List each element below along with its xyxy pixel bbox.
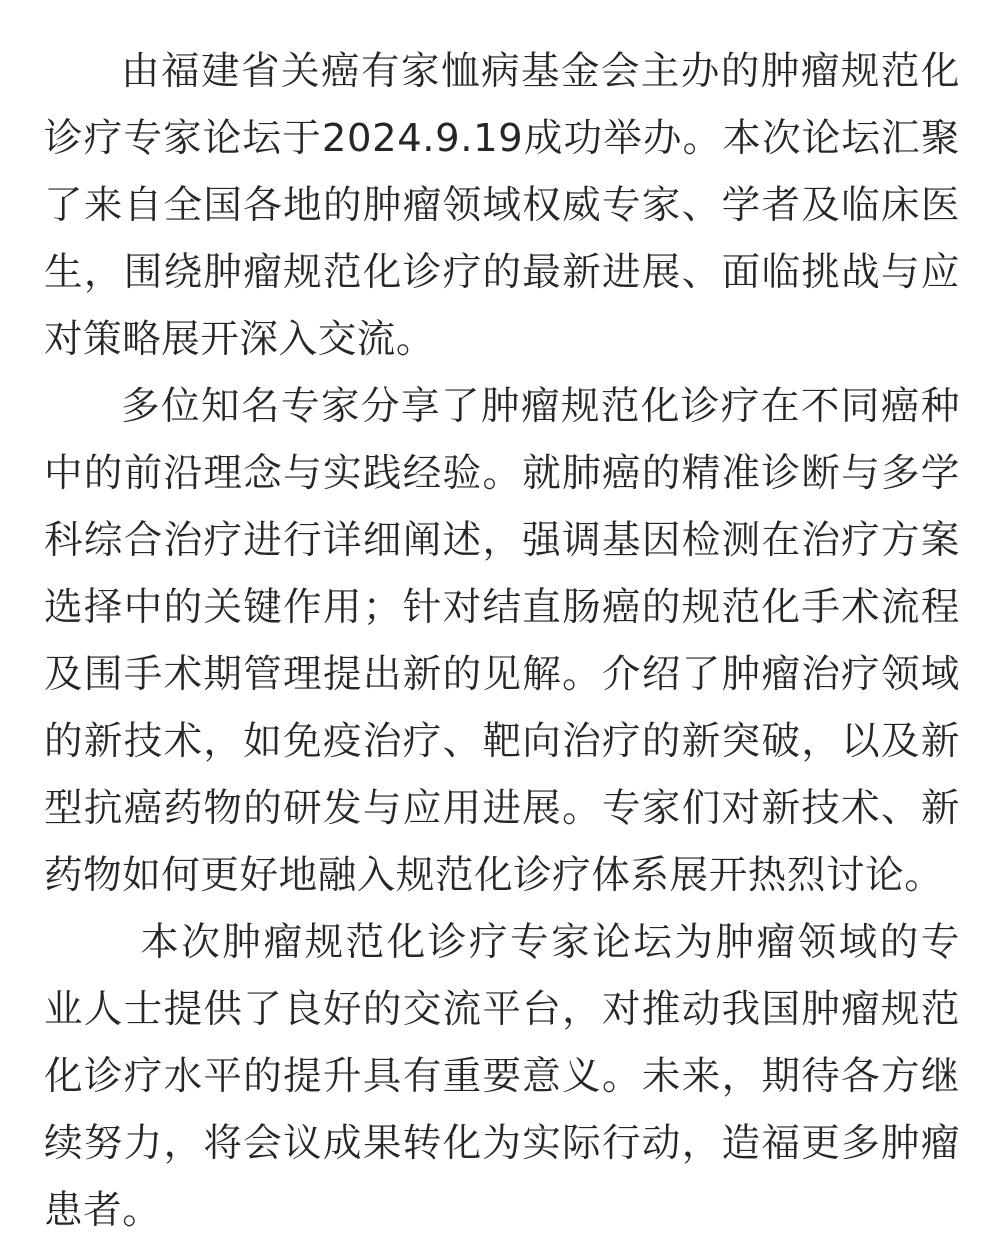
paragraph-expert-sharing: 多位知名专家分享了肿瘤规范化诊疗在不同癌种中的前沿理念与实践经验。就肺癌的精准诊断与多学科综合治疗进行详细阐述，强调基因检测在治疗方案选择中的关键作用；针对结直肠癌的规范化手术流程及围手术期管理提出新的见解。介绍了肿瘤治疗领域的新技术，如免疫治疗、靶向治疗的新突破，以及新型抗癌药物的研发与应用进展。专家们对新技术、新药物如何更好地融入规范化诊疗体系展开热烈讨论。 bbox=[44, 384, 960, 898]
paragraph-forum-intro: 由福建省关癌有家恤病基金会主办的肿瘤规范化诊疗专家论坛于2024.9.19成功举办。本次论坛汇聚了来自全国各地的肿瘤领域权威专家、学者及临床医生，围绕肿瘤规范化诊疗的最新进展、面临挑战与应对策略展开深入交流。 bbox=[44, 49, 960, 362]
article-body bbox=[44, 38, 960, 1244]
paragraph-conclusion: 本次肿瘤规范化诊疗专家论坛为肿瘤领域的专业人士提供了良好的交流平台，对推动我国肿瘤规范化诊疗水平的提升具有重要意义。未来，期待各方继续努力，将会议成果转化为实际行动，造福更多肿瘤患者。 bbox=[44, 920, 960, 1233]
